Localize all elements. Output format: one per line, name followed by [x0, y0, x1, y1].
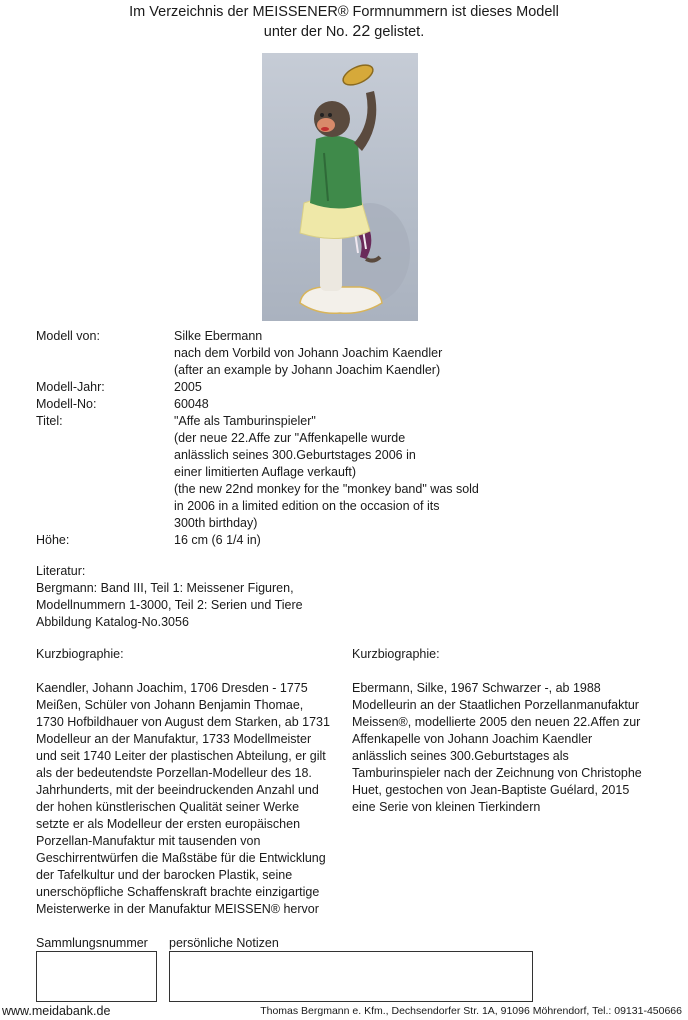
biography-line: Modelleur an der Manufaktur, 1733 Modellmeister [36, 732, 312, 746]
sammlungsnummer-label: Sammlungsnummer [36, 936, 148, 950]
biography-line: eine Serie von kleinen Tierkindern [352, 800, 541, 814]
spec-value: 60048 [174, 397, 209, 411]
spec-row-modell-no [36, 396, 496, 413]
spec-label: Modell-Jahr: [36, 380, 105, 394]
spec-label: Titel: [36, 414, 63, 428]
biography-line: 1730 Hofbildhauer von August dem Starken, ab 1731 [36, 715, 330, 729]
biography-line: Meissen®, modellierte 2005 den neuen 22.Affen zur [352, 715, 641, 729]
literature-line: Modellnummern 1-3000, Teil 2: Serien und Tiere [36, 598, 303, 612]
biography-line: der Tafelkultur und der barocken Plastik, seine [36, 868, 293, 882]
literature-line: Abbildung Katalog-No.3056 [36, 615, 189, 629]
biography-line: Tamburinspieler nach der Zeichnung von Christophe [352, 766, 642, 780]
spec-value [174, 328, 496, 379]
biography-line: anlässlich seines 300.Geburtstages als [352, 749, 569, 763]
biography-line: Porzellan-Manufaktur mit tausenden von [36, 834, 261, 848]
specs-table [36, 328, 496, 549]
spec-value-line: anlässlich seines 300.Geburtstages 2006 in [174, 448, 416, 462]
sammlungsnummer-field[interactable] [36, 951, 157, 1002]
spec-value-line: in 2006 in a limited edition on the occasion of its [174, 499, 440, 513]
biography-line: unerschöpfliche Schaffenskraft brachte einzigartige [36, 885, 320, 899]
biography-heading: Kurzbiographie: [352, 647, 440, 661]
biography-line: Kaendler, Johann Joachim, 1706 Dresden - 1775 [36, 681, 308, 695]
biography-line: Meisterwerke in der Manufaktur MEISSEN® hervor [36, 902, 319, 916]
biography-line: Modelleurin an der Staatlichen Porzellanmanufaktur [352, 698, 639, 712]
spec-value-line: nach dem Vorbild von Johann Joachim Kaendler [174, 346, 443, 360]
notizen-label: persönliche Notizen [169, 936, 279, 950]
spec-label: Modell von: [36, 329, 100, 343]
spec-row-titel [36, 413, 496, 532]
header-line-2-post: gelistet. [374, 24, 425, 40]
figurine-photo [262, 53, 418, 321]
website-link[interactable]: www.meidabank.de [2, 1004, 111, 1018]
header-line-2 [0, 22, 688, 42]
header-line-1: Im Verzeichnis der MEISSENER® Formnummern ist dieses Modell [129, 4, 559, 20]
literature-heading: Literatur: [36, 564, 86, 578]
spec-label: Modell-No: [36, 397, 97, 411]
notizen-field[interactable] [169, 951, 533, 1002]
spec-value-line: einer limitierten Auflage verkauft) [174, 465, 357, 479]
spec-row-modell-von [36, 328, 496, 379]
spec-value-line: Silke Ebermann [174, 329, 263, 343]
biography-ebermann [352, 646, 652, 816]
spec-row-hoehe [36, 532, 496, 549]
spec-value: 2005 [174, 380, 202, 394]
header-line-2-pre: unter der No. [263, 24, 349, 40]
model-number-highlight: 22 [352, 23, 371, 40]
biography-line: Huet, gestochen von Jean-Baptiste Guélard, 2015 [352, 783, 630, 797]
spec-value-line: (der neue 22.Affe zur "Affenkapelle wurde [174, 431, 406, 445]
page-header [0, 2, 688, 42]
biography-line: der hohen künstlerischen Qualität seiner Werke [36, 800, 300, 814]
biography-line: Geschirrentwürfen die Maßstäbe für die Entwicklung [36, 851, 326, 865]
biography-line: Affenkapelle von Johann Joachim Kaendler [352, 732, 593, 746]
biography-line: Ebermann, Silke, 1967 Schwarzer -, ab 1988 [352, 681, 601, 695]
spec-label: Höhe: [36, 533, 70, 547]
biography-line: als der bedeutendste Porzellan-Modelleur des 18. [36, 766, 312, 780]
biography-line: setzte er als Modelleur der ersten europäischen [36, 817, 301, 831]
spec-value-line: (after an example by Johann Joachim Kaendler) [174, 363, 441, 377]
spec-value [174, 413, 496, 532]
biography-line: und seit 1740 Leiter der plastischen Abteilung, er gilt [36, 749, 326, 763]
literature-section [36, 563, 356, 631]
porcelain-monkey-figurine-icon [262, 53, 418, 321]
literature-line: Bergmann: Band III, Teil 1: Meissener Figuren, [36, 581, 294, 595]
biography-line: Jahrhunderts, mit der beeindruckenden Anzahl und [36, 783, 319, 797]
spec-row-modell-jahr [36, 379, 496, 396]
spec-value: 16 cm (6 1/4 in) [174, 533, 261, 547]
biography-line: Meißen, Schüler von Johann Benjamin Thomae, [36, 698, 304, 712]
spec-value-line: (the new 22nd monkey for the "monkey band" was sold [174, 482, 479, 496]
spec-value-line: 300th birthday) [174, 516, 258, 530]
biography-kaendler [36, 646, 336, 918]
biography-heading: Kurzbiographie: [36, 647, 124, 661]
spec-value-line: "Affe als Tamburinspieler" [174, 414, 316, 428]
footer-address: Thomas Bergmann e. Kfm., Dechsendorfer Str. 1A, 91096 Möhrendorf, Tel.: 09131-450666 [260, 1005, 682, 1017]
